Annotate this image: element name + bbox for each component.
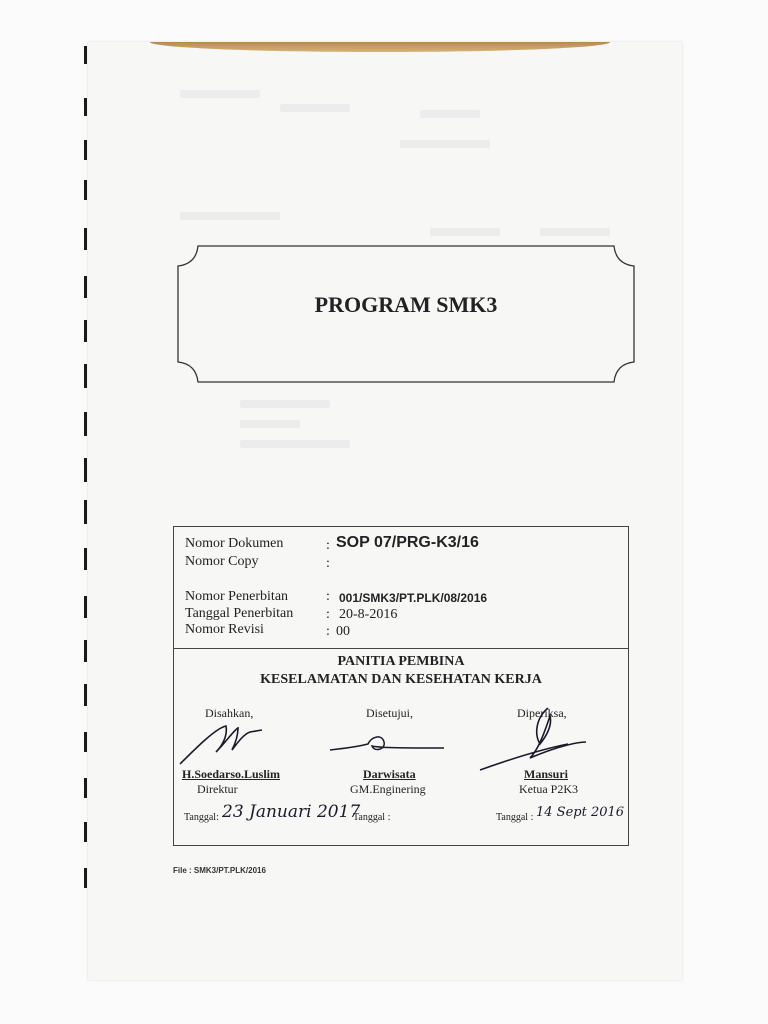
nomor-penerbitan-label: Nomor Penerbitan <box>185 589 289 604</box>
box-divider <box>173 648 629 649</box>
nomor-revisi-label: Nomor Revisi <box>185 622 264 637</box>
ketua-position: Ketua P2K3 <box>519 782 578 796</box>
gm-name: Darwisata <box>363 767 416 781</box>
nomor-dokumen-value: SOP 07/PRG-K3/16 <box>336 534 479 551</box>
ketua-date-handwritten: 14 Sept 2016 <box>536 805 625 820</box>
gm-date-label: Tanggal : <box>353 812 391 823</box>
signature-direktur <box>176 718 266 768</box>
disetujui-label: Disetujui, <box>366 706 413 720</box>
direktur-date-label: Tanggal: <box>184 812 219 823</box>
direktur-date-handwritten: 23 Januari 2017 <box>222 802 361 822</box>
committee-line-1: PANITIA PEMBINA <box>337 654 465 669</box>
tanggal-penerbitan-label: Tanggal Penerbitan <box>185 606 294 621</box>
nomor-copy-label: Nomor Copy <box>185 554 259 569</box>
ketua-name: Mansuri <box>524 767 569 781</box>
nomor-penerbitan-value: 001/SMK3/PT.PLK/08/2016 <box>339 591 488 605</box>
direktur-name: H.Soedarso.Luslim <box>182 767 281 781</box>
signature-gm <box>328 728 448 762</box>
page-title: PROGRAM SMK3 <box>314 292 498 317</box>
nomor-dokumen-label: Nomor Dokumen <box>185 536 284 551</box>
nomor-dokumen-colon: : <box>326 538 330 553</box>
diperiksa-label: Diperiksa, <box>517 706 567 720</box>
nomor-revisi-value: 00 <box>336 624 350 639</box>
ketua-date-label: Tanggal : <box>496 812 534 823</box>
tanggal-penerbitan-colon: : <box>326 607 330 622</box>
gm-position: GM.Enginering <box>350 782 426 796</box>
committee-line-2: KESELAMATAN DAN KESEHATAN KERJA <box>260 672 542 687</box>
tanggal-penerbitan-value: 20-8-2016 <box>339 607 398 622</box>
nomor-revisi-colon: : <box>326 624 330 639</box>
disahkan-label: Disahkan, <box>205 706 254 720</box>
signature-ketua <box>478 704 598 776</box>
file-reference: File : SMK3/PT.PLK/2016 <box>173 866 266 875</box>
nomor-copy-colon: : <box>326 556 330 571</box>
nomor-penerbitan-colon: : <box>326 589 330 604</box>
direktur-position: Direktur <box>197 782 238 796</box>
